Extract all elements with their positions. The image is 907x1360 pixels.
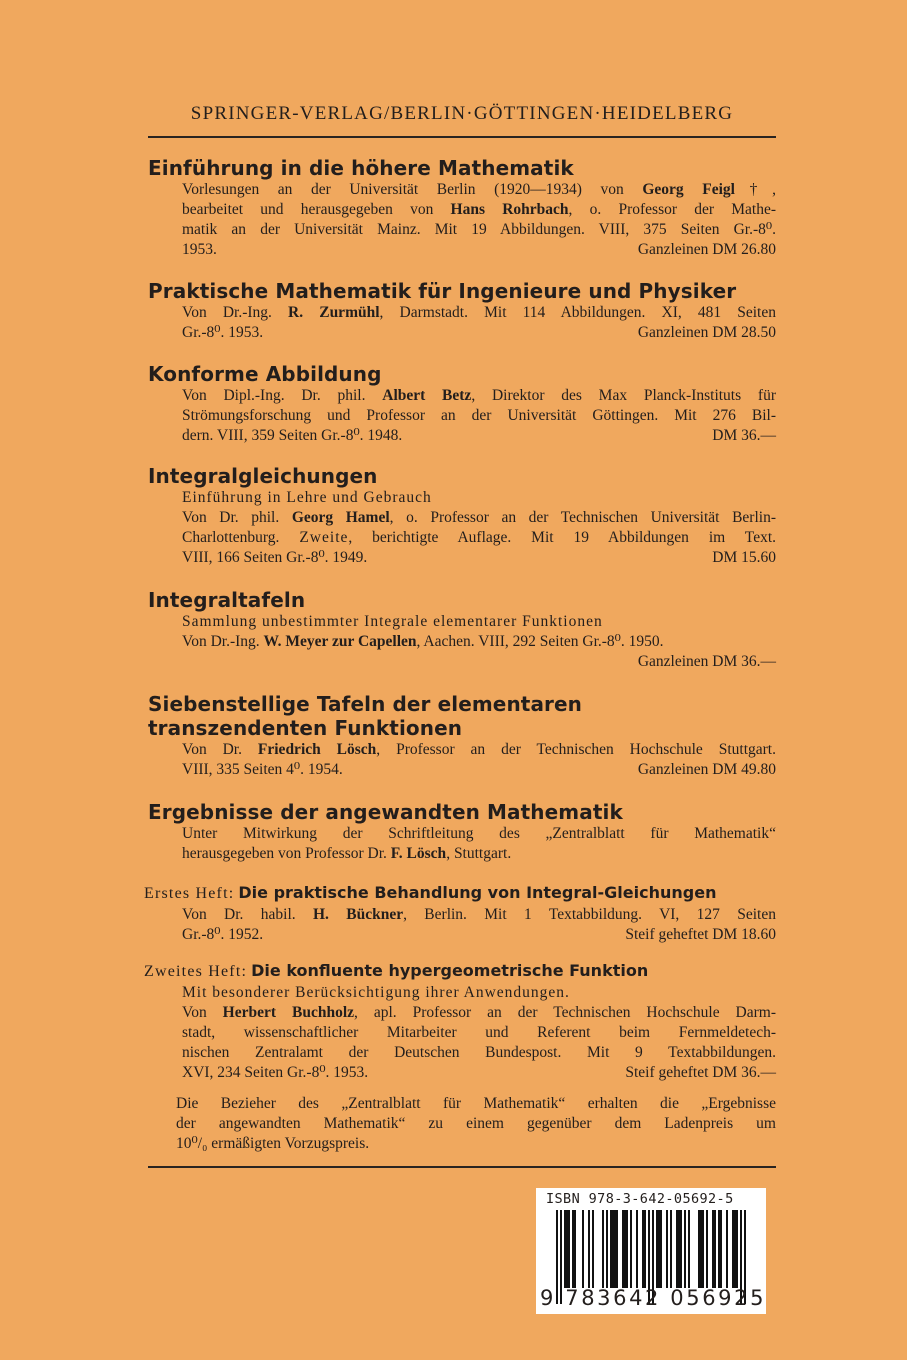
barcode-bar bbox=[702, 1210, 704, 1288]
book-description: Vorlesungen an der Universität Berlin (1920—1934) von Georg Feigl†, bearbeitet und herausgegeben von Hans Rohrbach, o. Professor der Mathe- matik an der Universität Mainz. Mit 19 Abbildungen. VIII, 375 Seiten Gr.-8⁰. 1953. Ganzleinen DM 26.80 bbox=[182, 181, 776, 258]
book-description: Von Dr.-Ing. R. Zurmühl, Darmstadt. Mit 114 Abbildungen. XI, 481 Seiten Gr.-8⁰. 1953. Ganzleinen DM 28.50 bbox=[182, 304, 776, 341]
barcode-bar bbox=[624, 1210, 626, 1288]
volume-label: Zweites Heft: bbox=[144, 963, 248, 980]
book-title-continued: transzendenten Funktionen bbox=[148, 716, 463, 740]
price: Ganzleinen DM 28.50 bbox=[637, 324, 776, 341]
barcode-bar bbox=[684, 1210, 686, 1288]
barcode-bar bbox=[568, 1210, 570, 1288]
author-name: R. Zurmühl bbox=[288, 304, 380, 321]
price: Ganzleinen DM 36.— bbox=[637, 653, 776, 670]
barcode-bar bbox=[714, 1210, 716, 1288]
price: Ganzleinen DM 49.80 bbox=[637, 761, 776, 778]
subscriber-note: Die Bezieher des „Zentralblatt für Mathematik“ erhalten die „Ergebnisse der angewandten Mathematik“ zu einem gegenüber dem Ladenpreis um 10⁰/₀ ermäßigten Vorzugspreis. bbox=[176, 1095, 776, 1152]
book-entry bbox=[148, 464, 776, 568]
volume-subtitle: Mit besonderer Berücksichtigung ihrer Anwendungen. bbox=[182, 984, 570, 1001]
barcode-bar bbox=[670, 1210, 672, 1288]
barcode-bar bbox=[636, 1210, 638, 1288]
book-title: Konforme Abbildung bbox=[148, 362, 382, 386]
author-name: Friedrich Lösch bbox=[257, 741, 377, 758]
book-title: Siebenstellige Tafeln der elementaren bbox=[148, 692, 583, 716]
series-entry bbox=[148, 800, 776, 864]
book-title: Integralgleichungen bbox=[148, 464, 378, 488]
volume-description: Mit besonderer Berücksichtigung ihrer Anwendungen. Von Herbert Buchholz, apl. Professor an der Technischen Hochschule Darm- stadt, wissenschaftlicher Mitarbeiter und Referent beim Fernmeldetech- nischen Zentralamt der Deutschen Bundespost. Mit 9 Textabbildungen. XVI, 234 Seiten Gr.-8⁰. 1953. Steif geheftet DM 36.— bbox=[182, 984, 777, 1081]
volume-label: Erstes Heft: bbox=[144, 885, 235, 902]
barcode-bar bbox=[688, 1210, 690, 1288]
book-title: Integraltafeln bbox=[148, 588, 306, 612]
barcode-bar bbox=[622, 1210, 624, 1288]
barcode-bar bbox=[676, 1210, 678, 1288]
barcode-bar bbox=[616, 1210, 618, 1288]
author-name: Albert Betz bbox=[382, 387, 472, 404]
author-name: Georg Hamel bbox=[291, 509, 390, 526]
book-description: Von Dipl.-Ing. Dr. phil. Albert Betz, Direktor des Max Planck-Instituts für Strömungsforschung und Professor an der Universität Göttingen. Mit 276 Bil- dern. VIII, 359 Seiten Gr.-8⁰. 1948. DM 36.— bbox=[182, 387, 776, 444]
author-name: Herbert Buchholz bbox=[222, 1004, 355, 1021]
bottom-rule bbox=[148, 1166, 776, 1168]
author-name: Georg Feigl bbox=[642, 181, 735, 198]
volume-title: Die praktische Behandlung von Integral-Gleichungen bbox=[238, 883, 717, 902]
price: Steif geheftet DM 18.60 bbox=[625, 926, 776, 943]
barcode-bar bbox=[606, 1210, 608, 1288]
author-name: W. Meyer zur Capellen bbox=[263, 633, 417, 650]
top-rule bbox=[148, 136, 776, 138]
barcode-bar bbox=[592, 1210, 594, 1288]
barcode-bar bbox=[712, 1210, 714, 1288]
book-entry bbox=[148, 156, 776, 260]
barcode-bar bbox=[572, 1210, 574, 1288]
series-volume bbox=[144, 882, 776, 945]
barcode-bar bbox=[566, 1210, 568, 1288]
barcode-bar bbox=[574, 1210, 576, 1288]
barcode-bar bbox=[706, 1210, 708, 1288]
isbn-label: ISBN 978-3-642-05692-5 bbox=[546, 1191, 734, 1207]
barcode-bar bbox=[732, 1210, 734, 1288]
barcode-bar bbox=[588, 1210, 590, 1288]
barcode-bar bbox=[656, 1210, 658, 1288]
barcode-bar bbox=[666, 1210, 668, 1288]
barcode-bar bbox=[718, 1210, 720, 1288]
barcode-bar bbox=[644, 1210, 646, 1288]
editor-name: F. Lösch bbox=[390, 845, 447, 862]
publisher-line: SPRINGER-VERLAG/BERLIN·GÖTTINGEN·HEIDELBERG bbox=[190, 103, 734, 124]
book-description: Sammlung unbestimmter Integrale elementarer Funktionen Von Dr.-Ing. W. Meyer zur Capellen, Aachen. VIII, 292 Seiten Gr.-8⁰. 1950. Ganzleinen DM 36.— bbox=[182, 613, 776, 670]
barcode-bar bbox=[700, 1210, 702, 1288]
book-entry bbox=[148, 588, 776, 672]
volume-description: Von Dr. habil. H. Bückner, Berlin. Mit 1 Textabbildung. VI, 127 Seiten Gr.-8⁰. 1952. Steif geheftet DM 18.60 bbox=[182, 906, 776, 943]
book-entry bbox=[148, 692, 776, 780]
barcode-bar bbox=[614, 1210, 616, 1288]
barcode-bar bbox=[678, 1210, 680, 1288]
barcode-bar bbox=[626, 1210, 628, 1288]
barcode-bar bbox=[734, 1210, 736, 1288]
ean-digits: 9 783642 056925 bbox=[540, 1286, 767, 1310]
barcode-bar bbox=[642, 1210, 644, 1288]
price: Ganzleinen DM 26.80 bbox=[637, 241, 776, 258]
author-name: H. Bückner bbox=[312, 906, 404, 923]
barcode-bar bbox=[736, 1210, 738, 1288]
book-title: Praktische Mathematik für Ingenieure und Physiker bbox=[148, 279, 737, 303]
barcode-bar bbox=[602, 1210, 604, 1288]
editor-name: Hans Rohrbach bbox=[450, 201, 569, 218]
barcode-bar bbox=[612, 1210, 614, 1288]
barcode-bar bbox=[680, 1210, 682, 1288]
barcode-bar bbox=[698, 1210, 700, 1288]
series-description: Unter Mitwirkung der Schriftleitung des „Zentralblatt für Mathematik“ herausgegeben von Professor Dr. F. Lösch, Stuttgart. bbox=[182, 825, 776, 862]
volume-title: Die konfluente hypergeometrische Funktion bbox=[251, 961, 649, 980]
price: Steif geheftet DM 36.— bbox=[625, 1064, 776, 1081]
price: DM 15.60 bbox=[712, 549, 776, 566]
barcode-bar bbox=[582, 1210, 584, 1288]
barcode-bar bbox=[658, 1210, 660, 1288]
isbn-barcode bbox=[536, 1188, 766, 1314]
barcode-bar bbox=[630, 1210, 632, 1288]
barcode-bar bbox=[564, 1210, 566, 1288]
book-subtitle: Sammlung unbestimmter Integrale elementarer Funktionen bbox=[182, 613, 603, 630]
barcode-bar bbox=[660, 1210, 662, 1288]
price: DM 36.— bbox=[712, 427, 776, 444]
barcode-bar bbox=[610, 1210, 612, 1288]
book-title: Einführung in die höhere Mathematik bbox=[148, 156, 574, 180]
barcode-bar bbox=[720, 1210, 722, 1288]
series-title: Ergebnisse der angewandten Mathematik bbox=[148, 800, 623, 824]
series-volume bbox=[144, 960, 777, 1083]
book-description: Einführung in Lehre und Gebrauch Von Dr. phil. Georg Hamel, o. Professor an der Technischen Universität Berlin- Charlottenburg. Zweite, berichtigte Auflage. Mit 19 Abbildungen im Text. VIII, 166 Seiten Gr.-8⁰. 1949. DM 15.60 bbox=[182, 489, 776, 566]
book-entry bbox=[148, 279, 776, 343]
book-subtitle: Einführung in Lehre und Gebrauch bbox=[182, 489, 432, 506]
book-description: Von Dr. Friedrich Lösch, Professor an der Technischen Hochschule Stuttgart. VIII, 335 Seiten 4⁰. 1954. Ganzleinen DM 49.80 bbox=[182, 741, 776, 778]
barcode-bar bbox=[726, 1210, 728, 1288]
book-entry bbox=[148, 362, 776, 446]
